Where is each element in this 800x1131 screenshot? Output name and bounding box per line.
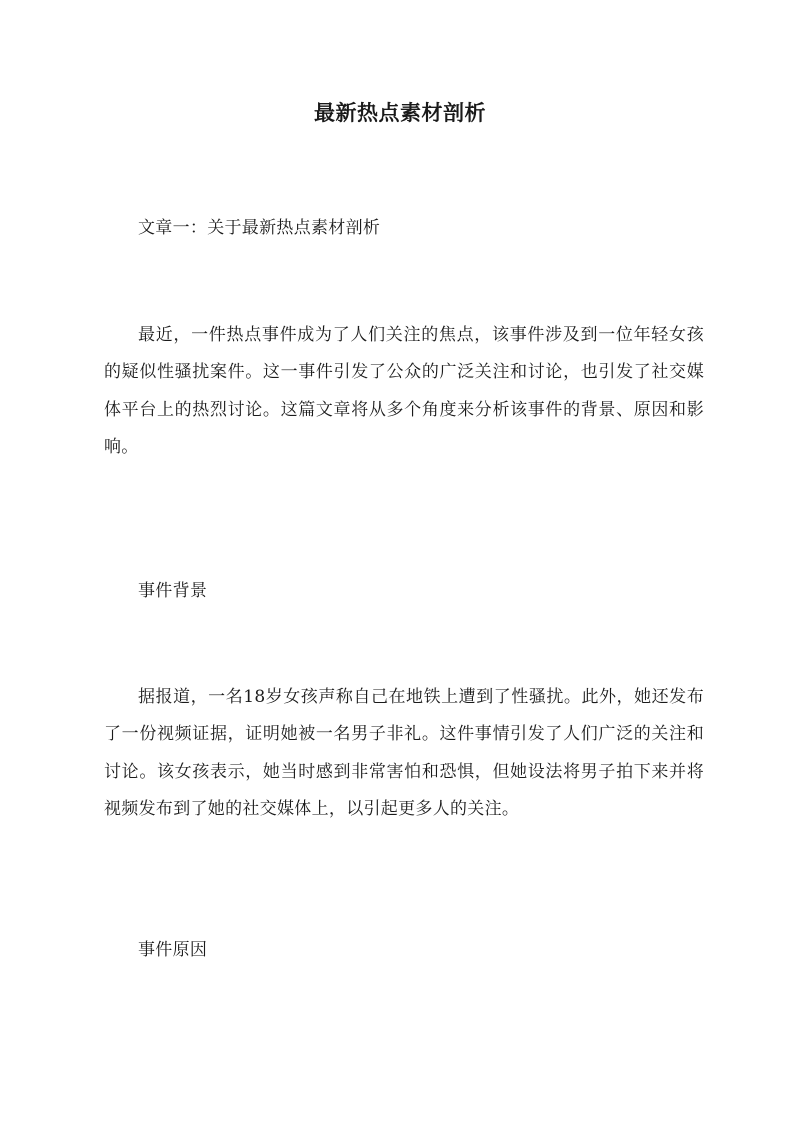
section-heading-cause: 事件原因 — [138, 940, 208, 960]
document-title: 最新热点素材剖析 — [314, 100, 486, 125]
article-subtitle: 文章一：关于最新热点素材剖析 — [138, 218, 381, 238]
intro-paragraph: 最近，一件热点事件成为了人们关注的焦点，该事件涉及到一位年轻女孩的疑似性骚扰案件。这一事件引发了公众的广泛关注和讨论，也引发了社交媒体平台上的热烈讨论。这篇文章将从多个角度来分析该事件的背景、原因和影响。 — [104, 325, 704, 457]
background-paragraph: 据报道，一名18岁女孩声称自己在地铁上遭到了性骚扰。此外，她还发布了一份视频证据，证明她被一名男子非礼。这件事情引发了人们广泛的关注和讨论。该女孩表示，她当时感到非常害怕和恐惧，但她设法将男子拍下来并将视频发布到了她的社交媒体上，以引起更多人的关注。 — [104, 687, 704, 819]
section-heading-background: 事件背景 — [138, 581, 208, 601]
